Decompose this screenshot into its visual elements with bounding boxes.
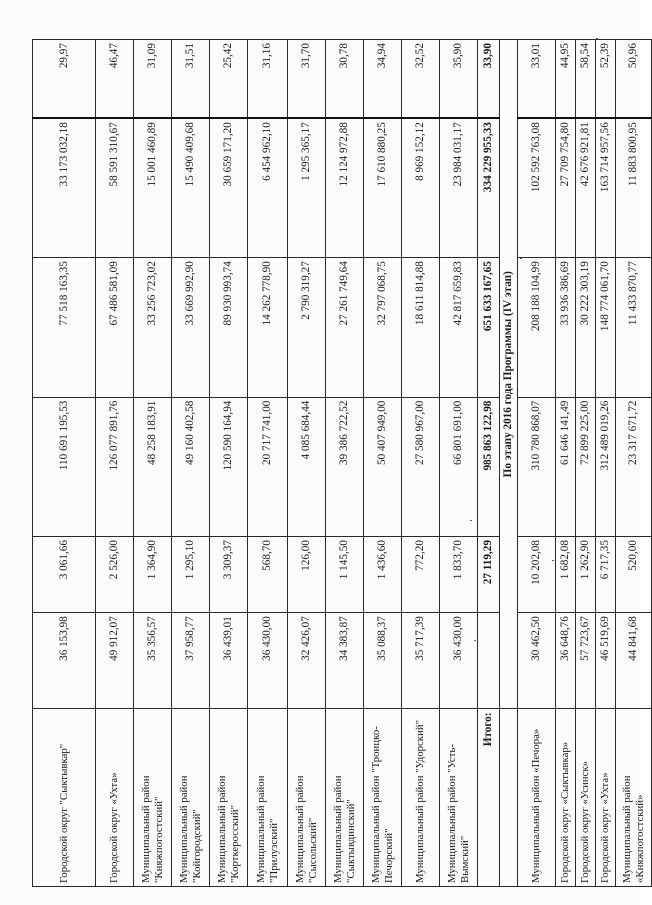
value-cell-c4: 67 486 581,09 bbox=[96, 258, 134, 397]
table-row bbox=[518, 40, 556, 887]
value-cell-c6: 30,78 bbox=[326, 40, 364, 119]
municipality-name-cell: Городской округ «Усинск» bbox=[576, 709, 596, 887]
table-row bbox=[402, 40, 440, 887]
value-cell-c5: 42 676 921,81 bbox=[576, 118, 596, 257]
table-row bbox=[326, 40, 364, 887]
value-cell-c2: 568,70 bbox=[248, 537, 288, 613]
table-row bbox=[134, 40, 172, 887]
section-header-row bbox=[500, 40, 518, 887]
table-body bbox=[33, 40, 652, 887]
value-cell-c3: 72 899 225,00 bbox=[576, 397, 596, 536]
municipality-name-cell: Муниципальный район "Сыктывдинский" bbox=[326, 709, 364, 887]
municipality-name-cell: Муниципальный район "Усть-Вымский" bbox=[440, 709, 478, 887]
value-cell-c1: 36 153,98 bbox=[33, 613, 96, 709]
value-cell-c6: 50,96 bbox=[616, 40, 652, 119]
value-cell-c6: 33,01 bbox=[518, 40, 556, 119]
total-value-c2: 27 119,29 bbox=[478, 537, 500, 613]
value-cell-c5: 11 883 800,95 bbox=[616, 118, 652, 257]
value-cell-c5: 15 001 460,89 bbox=[134, 118, 172, 257]
value-cell-c1: 30 462,50 bbox=[518, 613, 556, 709]
value-cell-c2: 2 526,00 bbox=[96, 537, 134, 613]
table-row bbox=[210, 40, 248, 887]
value-cell-c5: 12 124 972,88 bbox=[326, 118, 364, 257]
value-cell-c5: 30 659 171,20 bbox=[210, 118, 248, 257]
table-row bbox=[440, 40, 478, 887]
value-cell-c1: 44 841,68 bbox=[616, 613, 652, 709]
value-cell-c3: 66 801 691,00 bbox=[440, 397, 478, 536]
rotated-table-frame bbox=[32, 39, 646, 887]
value-cell-c5: 163 714 957,56 bbox=[596, 118, 616, 257]
value-cell-c5: 17 610 880,25 bbox=[364, 118, 402, 257]
value-cell-c1: 36 430,00 bbox=[440, 613, 478, 709]
value-cell-c6: 46,47 bbox=[96, 40, 134, 119]
value-cell-c3: 126 077 891,76 bbox=[96, 397, 134, 536]
municipality-name-cell: Муниципальный район "Койгородский" bbox=[172, 709, 210, 887]
total-row bbox=[478, 40, 500, 887]
section-title: По этапу 2016 года Программы (IV этап) bbox=[500, 40, 518, 710]
value-cell-c3: 310 780 868,07 bbox=[518, 397, 556, 536]
value-cell-c4: 27 261 749,64 bbox=[326, 258, 364, 397]
value-cell-c1: 36 430,00 bbox=[248, 613, 288, 709]
municipality-name-cell: Городской округ «Ухта» bbox=[96, 709, 134, 887]
table-row bbox=[288, 40, 326, 887]
value-cell-c5: 33 173 032,18 bbox=[33, 118, 96, 257]
value-cell-c2: 520,00 bbox=[616, 537, 652, 613]
value-cell-c4: 30 222 303,19 bbox=[576, 258, 596, 397]
municipality-name-cell: Муниципальный район "Княжпогостский" bbox=[134, 709, 172, 887]
scan-speck bbox=[596, 38, 598, 39]
value-cell-c4: 33 936 386,69 bbox=[556, 258, 576, 397]
value-cell-c5: 23 984 031,17 bbox=[440, 118, 478, 257]
table-row bbox=[248, 40, 288, 887]
total-value-c5: 334 229 955,33 bbox=[478, 118, 500, 257]
value-cell-c5: 15 490 409,68 bbox=[172, 118, 210, 257]
table-row bbox=[33, 40, 96, 887]
municipality-name-cell: Муниципальный район "Корткеросский" bbox=[210, 709, 248, 887]
value-cell-c4: 11 433 870,77 bbox=[616, 258, 652, 397]
value-cell-c6: 44,95 bbox=[556, 40, 576, 119]
value-cell-c3: 50 407 949,00 bbox=[364, 397, 402, 536]
value-cell-c2: 3 309,37 bbox=[210, 537, 248, 613]
value-cell-c6: 31,09 bbox=[134, 40, 172, 119]
value-cell-c2: 10 202,08 bbox=[518, 537, 556, 613]
municipality-name-cell: Муниципальный район «Княжпогостский» bbox=[616, 709, 652, 887]
table-row bbox=[172, 40, 210, 887]
value-cell-c2: 126,00 bbox=[288, 537, 326, 613]
value-cell-c6: 58,54 bbox=[576, 40, 596, 119]
value-cell-c1: 32 426,07 bbox=[288, 613, 326, 709]
value-cell-c5: 8 969 152,12 bbox=[402, 118, 440, 257]
value-cell-c2: 1 682,08 bbox=[556, 537, 576, 613]
value-cell-c1: 35 356,57 bbox=[134, 613, 172, 709]
municipality-name-cell: Муниципальный район "Прилузский" bbox=[248, 709, 288, 887]
value-cell-c4: 42 817 659,83 bbox=[440, 258, 478, 397]
value-cell-c2: 772,20 bbox=[402, 537, 440, 613]
value-cell-c1: 49 912,07 bbox=[96, 613, 134, 709]
value-cell-c4: 32 797 068,75 bbox=[364, 258, 402, 397]
value-cell-c6: 31,70 bbox=[288, 40, 326, 119]
scan-speck bbox=[474, 640, 476, 641]
value-cell-c1: 35 088,37 bbox=[364, 613, 402, 709]
value-cell-c2: 1 262,90 bbox=[576, 537, 596, 613]
value-cell-c5: 102 592 763,08 bbox=[518, 118, 556, 257]
table-row bbox=[556, 40, 576, 887]
value-cell-c1: 57 723,67 bbox=[576, 613, 596, 709]
municipality-name-cell: Городской округ «Сыктывкар» bbox=[556, 709, 576, 887]
value-cell-c2: 1 295,10 bbox=[172, 537, 210, 613]
value-cell-c4: 33 256 723,02 bbox=[134, 258, 172, 397]
value-cell-c3: 20 717 741,00 bbox=[248, 397, 288, 536]
municipality-name-cell: Муниципальный район «Печора» bbox=[518, 709, 556, 887]
value-cell-c6: 52,39 bbox=[596, 40, 616, 119]
value-cell-c3: 110 691 195,53 bbox=[33, 397, 96, 536]
value-cell-c6: 32,52 bbox=[402, 40, 440, 119]
total-value-c6: 33,90 bbox=[478, 40, 500, 119]
value-cell-c4: 148 774 061,70 bbox=[596, 258, 616, 397]
value-cell-c3: 27 580 967,00 bbox=[402, 397, 440, 536]
value-cell-c6: 25,42 bbox=[210, 40, 248, 119]
value-cell-c5: 6 454 962,10 bbox=[248, 118, 288, 257]
value-cell-c3: 23 317 671,72 bbox=[616, 397, 652, 536]
municipality-name-cell: Муниципальный район "Удорский" bbox=[402, 709, 440, 887]
scan-speck bbox=[552, 560, 554, 561]
value-cell-c4: 14 262 778,90 bbox=[248, 258, 288, 397]
total-label: Итого: bbox=[478, 709, 500, 887]
municipality-name-cell: Городской округ "Сыктывкар" bbox=[33, 709, 96, 887]
value-cell-c4: 33 669 992,90 bbox=[172, 258, 210, 397]
value-cell-c5: 27 709 754,80 bbox=[556, 118, 576, 257]
value-cell-c1: 46 519,69 bbox=[596, 613, 616, 709]
value-cell-c4: 208 188 104,99 bbox=[518, 258, 556, 397]
scan-speck bbox=[520, 258, 522, 259]
total-value-c3: 985 863 122,98 bbox=[478, 397, 500, 536]
value-cell-c3: 49 160 402,58 bbox=[172, 397, 210, 536]
value-cell-c3: 312 489 019,26 bbox=[596, 397, 616, 536]
value-cell-c3: 120 590 164,94 bbox=[210, 397, 248, 536]
value-cell-c6: 29,97 bbox=[33, 40, 96, 119]
value-cell-c5: 58 591 310,67 bbox=[96, 118, 134, 257]
value-cell-c4: 89 930 993,74 bbox=[210, 258, 248, 397]
total-value-c1 bbox=[478, 613, 500, 709]
section-empty-cell bbox=[500, 709, 518, 887]
total-value-c4: 651 633 167,65 bbox=[478, 258, 500, 397]
value-cell-c2: 1 833,70 bbox=[440, 537, 478, 613]
value-cell-c1: 34 383,87 bbox=[326, 613, 364, 709]
table-row bbox=[576, 40, 596, 887]
value-cell-c3: 39 386 722,52 bbox=[326, 397, 364, 536]
value-cell-c1: 36 648,76 bbox=[556, 613, 576, 709]
value-cell-c2: 6 717,35 bbox=[596, 537, 616, 613]
value-cell-c6: 35,90 bbox=[440, 40, 478, 119]
value-cell-c2: 1 436,60 bbox=[364, 537, 402, 613]
value-cell-c4: 18 611 814,88 bbox=[402, 258, 440, 397]
table-row bbox=[596, 40, 616, 887]
value-cell-c3: 48 258 183,91 bbox=[134, 397, 172, 536]
municipality-name-cell: Муниципальный район "Троицко-Печорский" bbox=[364, 709, 402, 887]
value-cell-c1: 37 958,77 bbox=[172, 613, 210, 709]
value-cell-c1: 35 717,39 bbox=[402, 613, 440, 709]
value-cell-c6: 31,16 bbox=[248, 40, 288, 119]
table-row bbox=[96, 40, 134, 887]
value-cell-c4: 2 790 319,27 bbox=[288, 258, 326, 397]
program-funding-table bbox=[32, 39, 652, 887]
value-cell-c3: 61 646 141,49 bbox=[556, 397, 576, 536]
table-row bbox=[364, 40, 402, 887]
value-cell-c2: 3 061,66 bbox=[33, 537, 96, 613]
value-cell-c6: 34,94 bbox=[364, 40, 402, 119]
value-cell-c2: 1 145,50 bbox=[326, 537, 364, 613]
value-cell-c3: 4 085 684,44 bbox=[288, 397, 326, 536]
value-cell-c2: 1 364,90 bbox=[134, 537, 172, 613]
value-cell-c4: 77 518 163,35 bbox=[33, 258, 96, 397]
value-cell-c6: 31,51 bbox=[172, 40, 210, 119]
municipality-name-cell: Муниципальный район "Сысольский" bbox=[288, 709, 326, 887]
municipality-name-cell: Городской округ «Ухта» bbox=[596, 709, 616, 887]
table-row bbox=[616, 40, 652, 887]
value-cell-c5: 1 295 365,17 bbox=[288, 118, 326, 257]
scan-speck bbox=[470, 520, 472, 521]
value-cell-c1: 36 439,01 bbox=[210, 613, 248, 709]
